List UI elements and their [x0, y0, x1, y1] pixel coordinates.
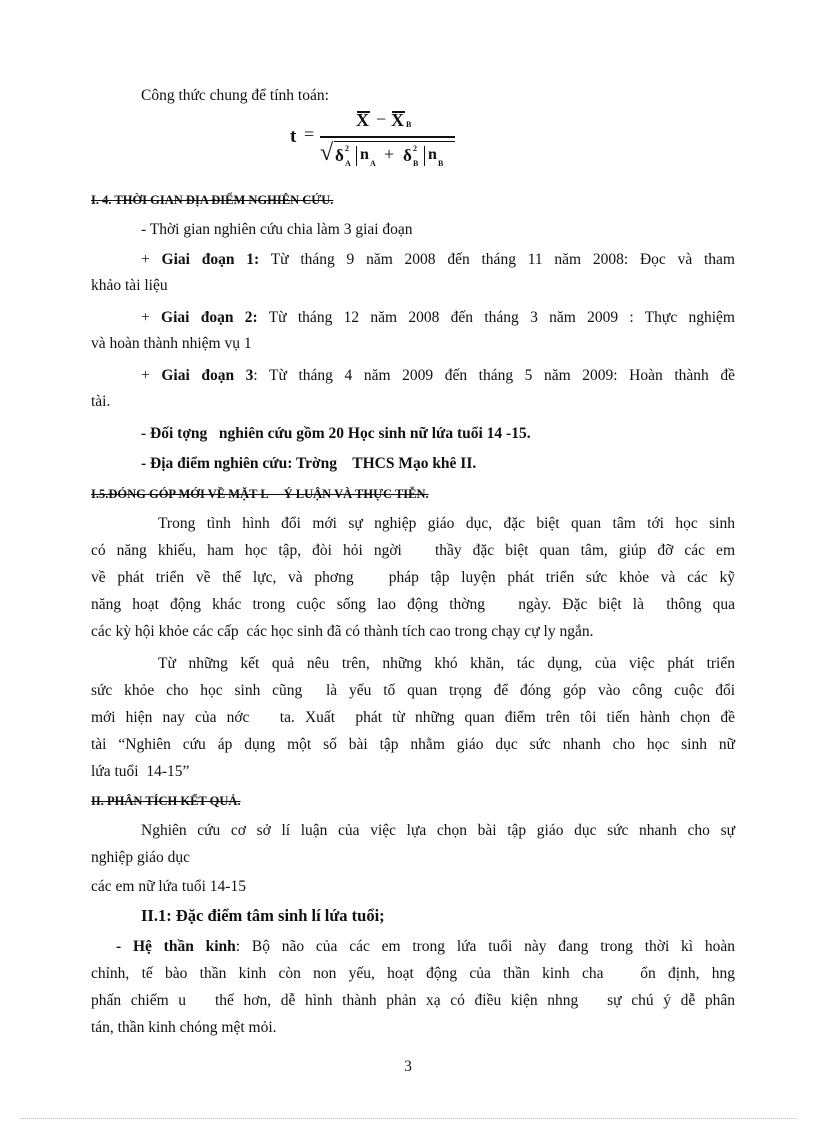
- research-subjects: - Đối tợng nghiên cứu gồm 20 Học sinh nữ lứa tuổi 14 -15.: [141, 425, 531, 442]
- subheading-2-1: II.1: Đặc điểm tâm sinh lí lứa tuổi;: [141, 906, 385, 925]
- stage2-text: Từ tháng 12 năm 2008 đến tháng 3 năm 2009 : Thực nghiệm: [268, 309, 735, 326]
- stage1-cont: khảo tài liệu: [91, 277, 168, 294]
- para2-line-4: tài “Nghiên cứu áp dụng một số bài tập nhằm giáo dục sức nhanh cho học sinh nữ: [91, 736, 735, 753]
- stage1-text: Từ tháng 9 năm 2008 đến tháng 11 năm 2008: Đọc và tham: [270, 251, 735, 268]
- section2-p1-c: các em nữ lứa tuổi 14-15: [91, 878, 246, 895]
- para1-line-5: các kỳ hội khỏe các cấp các học sinh đã có thành tích cao trong chạy cự ly ngắn.: [91, 623, 594, 640]
- stage3-line: + Giai đoạn 3: Từ tháng 4 năm 2009 đến tháng 5 năm 2009: Hoàn thành đề: [141, 367, 735, 384]
- sqrt-sign: √: [320, 140, 334, 166]
- formula-num-a: X: [356, 110, 369, 130]
- stage2-line: + Giai đoạn 2: Từ tháng 12 năm 2008 đến tháng 3 năm 2009 : Thực nghiệm: [141, 309, 735, 326]
- para1-line-4: năng hoạt động khác trong cuộc sống lao động thờng ngày. Đặc biệt là thông qua: [91, 596, 735, 613]
- nerve-label: - Hệ thần kinh: [116, 938, 236, 955]
- formula-delta-b: δ: [403, 146, 412, 165]
- formula-abs-a: [356, 146, 357, 166]
- formula-plus: +: [384, 144, 395, 164]
- time-intro: - Thời gian nghiên cứu chia làm 3 giai đoạn: [141, 221, 413, 238]
- formula-n-a: n: [360, 146, 369, 163]
- formula-intro: Công thức chung để tính toán:: [141, 87, 329, 104]
- para2-line-2: sức khỏe cho học sinh cũng là yếu tố quan trọng để đóng góp vào công cuộc đổi: [91, 682, 735, 699]
- stage3-label: Giai đoạn 3: [161, 367, 254, 384]
- formula-n-b: n: [428, 146, 437, 163]
- stage3-cont: tài.: [91, 393, 111, 410]
- formula-delta-b-sub: B: [413, 159, 419, 168]
- nerve-line-3: phấn chiếm u thế hơn, dễ hình thành phản xạ có điều kiện nhng sự chú ý dễ phân: [91, 992, 735, 1009]
- page-bottom-border: [20, 1118, 796, 1119]
- formula-n-a-sub: A: [370, 159, 376, 168]
- formula-n-b-sub: B: [438, 159, 444, 168]
- section2-p1-a: Nghiên cứu cơ sở lí luận của việc lựa chọn bài tập giáo dục sức nhanh cho sự: [141, 822, 735, 839]
- t-test-formula: [290, 108, 470, 174]
- heading-section-1-4: I. 4. THỜI GIAN ĐỊA ĐIỂM NGHIÊN CỨU.: [91, 193, 334, 207]
- page-number: 3: [404, 1058, 412, 1075]
- heading-section-2: II. PHÂN TÍCH KẾT QUẢ.: [91, 794, 241, 808]
- para1-line-2: có năng khiếu, ham học tập, đòi hỏi ngời thầy đặc biệt quan tâm, giúp đỡ các em: [91, 542, 735, 559]
- para2-line-5: lứa tuổi 14-15”: [91, 763, 190, 780]
- nerve-line-4: tán, thần kinh chóng mệt mỏi.: [91, 1019, 277, 1036]
- stage2-cont: và hoàn thành nhiệm vụ 1: [91, 335, 252, 352]
- nerve-line-1: [116, 937, 735, 957]
- section2-p1-b: nghiệp giáo dục: [91, 849, 191, 866]
- research-place: - Địa điểm nghiên cứu: Trờng THCS Mạo khê II.: [141, 455, 477, 472]
- stage2-label: Giai đoạn 2:: [161, 309, 258, 326]
- formula-delta-a-sub: A: [345, 159, 351, 168]
- formula-lhs: t: [290, 126, 297, 147]
- formula-num-b-sub: B: [406, 120, 412, 129]
- para2-line-1: Từ những kết quả nêu trên, những khó khăn, tác dụng, của việc phát triển: [158, 655, 735, 672]
- stage3-text: : Từ tháng 4 năm 2009 đến tháng 5 năm 2009: Hoàn thành đề: [253, 367, 735, 384]
- stage1-line: + Giai đoạn 1: Từ tháng 9 năm 2008 đến tháng 11 năm 2008: Đọc và tham: [141, 251, 735, 268]
- nerve-text-a: : Bộ não của các em trong lứa tuổi này đang trong thời kì hoàn: [235, 938, 736, 955]
- formula-abs-b: [424, 146, 425, 166]
- formula-minus: −: [376, 109, 387, 129]
- para1-line-1: Trong tình hình đổi mới sự nghiệp giáo dục, đặc biệt quan tâm tới học sinh: [158, 515, 735, 532]
- formula-delta-a: δ: [335, 146, 344, 165]
- formula-equals: =: [304, 124, 315, 144]
- para1-line-3: về phát triển về thể lực, và phơng pháp tập luyện phát triển sức khỏe và các kỹ: [91, 569, 735, 586]
- para2-line-3: mới hiện nay của nớc ta. Xuất phát từ những quan điểm trên tôi tiến hành chọn đề: [91, 709, 735, 726]
- formula-delta-b-sup: 2: [413, 144, 417, 153]
- nerve-line-2: chỉnh, tế bào thần kinh còn non yếu, hoạt động của thần kinh cha ổn định, hng: [91, 965, 735, 982]
- fraction-bar: [320, 136, 455, 138]
- formula-delta-a-sup: 2: [345, 144, 349, 153]
- sqrt-bar: [334, 141, 455, 142]
- formula-num-b: X: [391, 110, 404, 130]
- heading-section-1-5: I.5.ĐÓNG GÓP MỚI VỀ MẶT L Ý LUẬN VÀ THỰC TIỄN.: [91, 487, 429, 501]
- stage1-label: Giai đoạn 1:: [161, 251, 260, 268]
